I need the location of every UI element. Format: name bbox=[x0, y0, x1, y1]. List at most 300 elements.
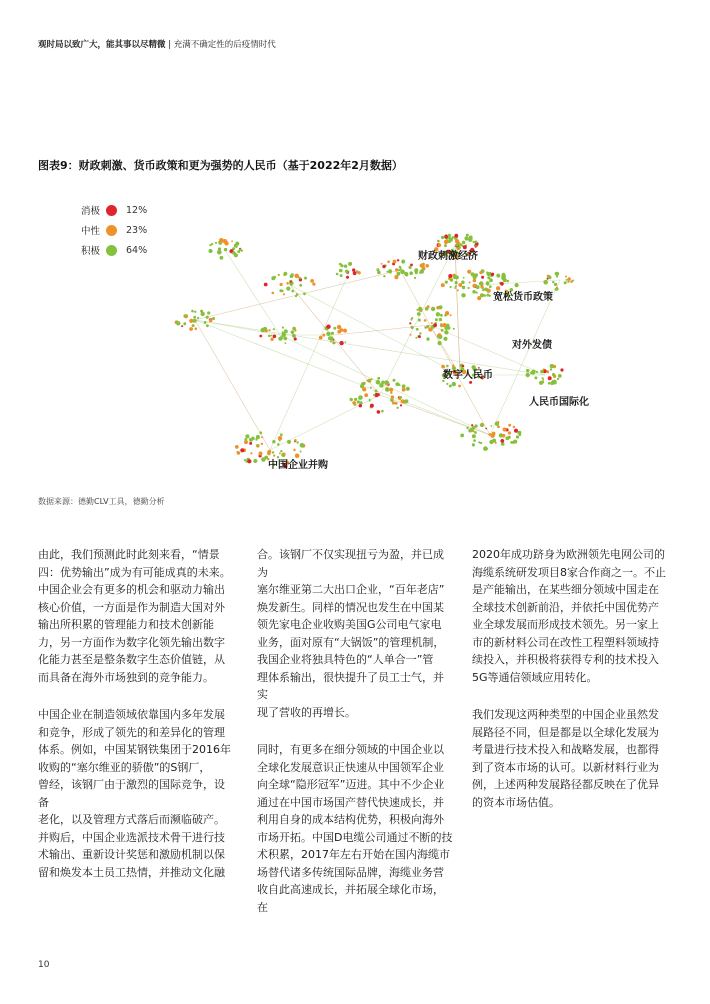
network-label-ma: 中国企业并购 bbox=[268, 460, 328, 471]
figure-source: 数据来源：德勤CLV工具，德勤分析 bbox=[38, 497, 165, 506]
network-node bbox=[183, 314, 186, 317]
network-node bbox=[461, 293, 465, 297]
paragraph: 2020年成功跻身为欧洲领先电网公司的 海缆系统研发项目8家合作商之一。不止 是产能输出，在某些细分领域中国走在 全球技术创新前沿，并依托中国优势产 业全球发展而形成技术领先。另一家上 市的新材料公司在改性工程塑料领域持 续投入，并积极将获得专利的技术投入 5G等通信领域应用转化。 bbox=[472, 548, 666, 684]
network-node bbox=[455, 239, 459, 243]
network-node bbox=[433, 323, 437, 327]
network-node bbox=[473, 279, 477, 283]
network-node bbox=[566, 279, 568, 281]
network-node bbox=[287, 440, 291, 444]
network-node bbox=[496, 286, 500, 290]
network-node bbox=[446, 383, 448, 385]
network-node bbox=[284, 272, 288, 276]
network-node bbox=[472, 443, 475, 446]
network-node bbox=[241, 250, 243, 252]
network-node bbox=[389, 388, 393, 392]
network-node bbox=[536, 371, 538, 373]
network-node bbox=[440, 314, 443, 317]
network-node bbox=[444, 326, 448, 330]
network-node bbox=[183, 322, 186, 325]
network-node bbox=[381, 410, 384, 413]
network-node bbox=[567, 281, 569, 283]
network-node bbox=[409, 266, 412, 269]
network-node bbox=[373, 394, 375, 396]
network-labels bbox=[268, 249, 589, 471]
network-node bbox=[296, 293, 299, 296]
paragraph: 中国企业在制造领域依靠国内多年发展 和竞争，形成了领先的和差异化的管理 体系。例如，中国某钢铁集团于2016年 收购的“塞尔维亚的骄傲”的S钢厂， 曾经，该钢厂由于激烈的国际竞争，设备 老化，以及管理方式落后而濒临破产。 并购后，中国企业选派技术骨干进行技 术输出、重新设计奖惩和激励机制以保 留和焕发本土员工热情，并推动文化融 bbox=[38, 708, 231, 879]
network-node bbox=[431, 322, 433, 324]
network-node bbox=[383, 275, 385, 277]
network-node bbox=[350, 398, 353, 401]
network-node bbox=[282, 331, 284, 333]
network-node bbox=[481, 276, 484, 279]
network-node bbox=[450, 314, 452, 316]
network-node bbox=[425, 264, 429, 268]
network-node bbox=[336, 273, 339, 276]
network-node bbox=[500, 439, 504, 443]
network-node bbox=[346, 270, 349, 273]
figure-title: 图表9：财政刺激、货币政策和更为强势的人民币（基于2022年2月数据） bbox=[38, 159, 403, 172]
network-node bbox=[458, 385, 461, 388]
network-node bbox=[181, 325, 183, 327]
network-node bbox=[300, 443, 305, 448]
network-node bbox=[265, 329, 268, 332]
network-node bbox=[409, 271, 413, 275]
network-node bbox=[497, 421, 499, 423]
network-node bbox=[382, 265, 385, 268]
network-node bbox=[393, 379, 396, 382]
network-node bbox=[281, 290, 284, 293]
network-node bbox=[568, 277, 571, 280]
network-node bbox=[502, 273, 506, 277]
legend-dot-icon bbox=[106, 225, 117, 236]
network-node bbox=[414, 277, 416, 279]
network-node bbox=[272, 292, 275, 295]
network-node bbox=[322, 334, 325, 337]
network-node bbox=[462, 286, 466, 290]
network-edge bbox=[195, 320, 270, 450]
network-node bbox=[487, 284, 489, 286]
running-header bbox=[38, 38, 276, 50]
network-node bbox=[271, 335, 273, 337]
network-node bbox=[548, 376, 552, 380]
network-node bbox=[548, 382, 551, 385]
network-node bbox=[516, 435, 519, 438]
network-node bbox=[441, 329, 444, 332]
network-node bbox=[251, 437, 255, 441]
network-node bbox=[395, 382, 399, 386]
network-node bbox=[217, 250, 222, 255]
network-node bbox=[438, 244, 441, 247]
network-node bbox=[340, 274, 343, 277]
network-node bbox=[471, 424, 473, 426]
network-node bbox=[261, 443, 263, 445]
network-node bbox=[526, 373, 530, 377]
legend-value: 64% bbox=[126, 244, 148, 256]
network-node bbox=[283, 337, 286, 340]
network-node bbox=[565, 276, 567, 278]
network-node bbox=[300, 451, 302, 453]
network-node bbox=[177, 321, 179, 323]
network-node bbox=[278, 274, 280, 276]
network-node bbox=[475, 241, 478, 244]
network-node bbox=[457, 289, 459, 291]
network-node bbox=[359, 404, 362, 407]
legend-value: 12% bbox=[126, 204, 148, 216]
network-node bbox=[482, 288, 485, 291]
network-node bbox=[555, 272, 558, 275]
network-node bbox=[231, 240, 233, 242]
network-node bbox=[206, 316, 209, 319]
network-node bbox=[443, 337, 447, 341]
network-node bbox=[236, 246, 238, 248]
network-label-fiscal-stimulus: 财政刺激经济 bbox=[418, 251, 478, 262]
network-node bbox=[440, 323, 442, 325]
network-node bbox=[514, 429, 518, 433]
network-node bbox=[391, 395, 394, 398]
network-node bbox=[479, 271, 482, 274]
network-node bbox=[377, 377, 380, 380]
legend-label: 消极 bbox=[80, 206, 100, 217]
network-node bbox=[478, 367, 480, 369]
network-node bbox=[476, 292, 478, 294]
network-node bbox=[194, 311, 196, 313]
network-node bbox=[463, 245, 467, 249]
network-node bbox=[452, 382, 456, 386]
network-node bbox=[468, 287, 470, 289]
network-node bbox=[557, 378, 559, 380]
network-node bbox=[329, 337, 333, 341]
network-node bbox=[249, 442, 252, 445]
network-node bbox=[453, 328, 455, 330]
network-node bbox=[282, 326, 284, 328]
network-node bbox=[444, 235, 448, 239]
network-node bbox=[209, 319, 212, 322]
network-node bbox=[439, 318, 442, 321]
network-node bbox=[240, 448, 244, 452]
network-node bbox=[355, 403, 357, 405]
network-node bbox=[438, 305, 442, 309]
network-node bbox=[554, 283, 557, 286]
network-node bbox=[508, 431, 511, 434]
network-node bbox=[189, 327, 193, 331]
network-node bbox=[292, 334, 296, 338]
legend-dot-icon bbox=[106, 245, 117, 256]
network-node bbox=[377, 271, 381, 275]
network-node bbox=[417, 312, 421, 316]
network-node bbox=[264, 283, 268, 287]
network-node bbox=[333, 327, 336, 330]
network-node bbox=[455, 281, 458, 284]
network-node bbox=[464, 236, 468, 240]
network-node bbox=[377, 393, 380, 396]
network-node bbox=[346, 276, 349, 279]
network-node bbox=[270, 338, 273, 341]
network-edge bbox=[335, 325, 430, 335]
network-node bbox=[572, 280, 574, 282]
network-node bbox=[244, 438, 247, 441]
network-node bbox=[368, 379, 371, 382]
network-node bbox=[279, 453, 281, 455]
network-node bbox=[543, 368, 545, 370]
network-node bbox=[463, 277, 465, 279]
network-node bbox=[462, 241, 466, 245]
network-node bbox=[247, 459, 251, 463]
network-node bbox=[414, 268, 418, 272]
network-node bbox=[503, 428, 507, 432]
network-node bbox=[294, 439, 297, 442]
network-node bbox=[469, 281, 471, 283]
network-node bbox=[515, 283, 519, 287]
network-node bbox=[191, 310, 194, 313]
network-node bbox=[280, 283, 283, 286]
network-node bbox=[438, 341, 442, 345]
network-node bbox=[220, 256, 224, 260]
network-node bbox=[284, 329, 288, 333]
network-node bbox=[492, 439, 496, 443]
network-node bbox=[189, 319, 193, 323]
network-label-foreign-bonds: 对外发债 bbox=[512, 340, 552, 351]
network-node bbox=[466, 427, 468, 429]
network-node bbox=[352, 268, 355, 271]
network-node bbox=[534, 376, 537, 379]
network-node bbox=[550, 381, 554, 385]
body-column-2 bbox=[257, 546, 453, 936]
network-node bbox=[437, 314, 439, 316]
network-node bbox=[267, 452, 270, 455]
network-node bbox=[441, 365, 445, 369]
network-node bbox=[390, 392, 392, 394]
network-node bbox=[460, 435, 462, 437]
network-node bbox=[441, 236, 444, 239]
network-node bbox=[295, 454, 300, 459]
network-node bbox=[261, 457, 266, 462]
network-label-loose-monetary-policy: 宽松货币政策 bbox=[493, 292, 553, 303]
network-node bbox=[462, 365, 465, 368]
network-node bbox=[319, 336, 323, 340]
network-node bbox=[424, 319, 427, 322]
network-node bbox=[400, 404, 402, 406]
network-node bbox=[344, 265, 347, 268]
network-node bbox=[550, 368, 552, 370]
network-node bbox=[444, 240, 448, 244]
network-node bbox=[362, 387, 366, 391]
network-node bbox=[410, 319, 412, 321]
network-node bbox=[418, 319, 421, 322]
network-node bbox=[473, 241, 475, 243]
network-node bbox=[486, 294, 489, 297]
network-node bbox=[480, 442, 482, 444]
network-node bbox=[332, 341, 335, 344]
network-node bbox=[326, 332, 330, 336]
network-node bbox=[259, 452, 263, 456]
network-node bbox=[235, 445, 239, 449]
network-node bbox=[444, 314, 447, 317]
network-node bbox=[393, 260, 397, 264]
network-node bbox=[554, 288, 556, 290]
network-node bbox=[283, 293, 285, 295]
network-node bbox=[379, 383, 384, 388]
network-node bbox=[303, 292, 306, 295]
network-node bbox=[418, 307, 422, 311]
network-label-digital-rmb: 数字人民币 bbox=[443, 370, 493, 381]
network-node bbox=[439, 336, 441, 338]
network-node bbox=[294, 329, 296, 331]
network-node bbox=[560, 368, 563, 371]
network-node bbox=[395, 268, 398, 271]
network-node bbox=[381, 263, 383, 265]
legend-item-negative bbox=[78, 200, 147, 220]
network-node bbox=[224, 241, 228, 245]
network-edge bbox=[270, 395, 380, 450]
network-node bbox=[257, 444, 260, 447]
network-node bbox=[286, 287, 290, 291]
network-node bbox=[390, 398, 394, 402]
network-node bbox=[530, 371, 533, 374]
network-node bbox=[461, 281, 465, 285]
network-node bbox=[273, 455, 275, 457]
network-node bbox=[394, 275, 398, 279]
network-edge bbox=[290, 285, 380, 395]
network-node bbox=[224, 248, 227, 251]
network-node bbox=[331, 332, 334, 335]
network-node bbox=[418, 335, 421, 338]
network-edge bbox=[455, 245, 460, 375]
network-node bbox=[392, 401, 395, 404]
network-node bbox=[469, 381, 472, 384]
network-node bbox=[339, 263, 342, 266]
network-node bbox=[358, 395, 363, 400]
network-node bbox=[486, 448, 488, 450]
legend-item-positive bbox=[78, 240, 147, 260]
network-node bbox=[406, 387, 410, 391]
network-node bbox=[364, 393, 368, 397]
network-node bbox=[444, 244, 447, 247]
network-node bbox=[543, 280, 548, 285]
legend-item-neutral bbox=[78, 220, 147, 240]
network-node bbox=[441, 283, 445, 287]
network-node bbox=[472, 434, 476, 438]
network-node bbox=[277, 456, 279, 458]
network-node bbox=[508, 424, 511, 427]
network-node bbox=[427, 305, 430, 308]
network-node bbox=[491, 273, 494, 276]
network-node bbox=[449, 385, 452, 388]
network-node bbox=[542, 377, 544, 379]
network-node bbox=[272, 440, 275, 443]
network-node bbox=[285, 342, 287, 344]
network-node bbox=[489, 278, 493, 282]
network-node bbox=[410, 334, 412, 336]
network-node bbox=[387, 260, 390, 263]
network-node bbox=[468, 429, 472, 433]
network-node bbox=[479, 281, 484, 286]
network-node bbox=[497, 425, 500, 428]
network-node bbox=[399, 396, 402, 399]
network-node bbox=[208, 249, 212, 253]
network-edge bbox=[400, 270, 490, 435]
network-node bbox=[283, 453, 286, 456]
network-node bbox=[472, 290, 476, 294]
network-node bbox=[261, 328, 266, 333]
paragraph: 由此，我们预测此时此刻来看，“情景 四：优势输出”成为有可能成真的未来。 中国企业会有更多的机会和驱动力输出 核心价值，一方面是作为制造大国对外 输出所积累的管理能力和技术创新能 力，另一方面作为数字化领先输出数字 化能力甚至是整条数字生态价值链，从 而具备在海外市场独到的竞争能力。 bbox=[38, 548, 231, 684]
network-edge bbox=[490, 280, 560, 435]
network-node bbox=[377, 410, 381, 414]
network-node bbox=[330, 341, 332, 343]
network-node bbox=[454, 234, 458, 238]
network-node bbox=[457, 248, 459, 250]
network-node bbox=[206, 324, 209, 327]
network-node bbox=[370, 387, 372, 389]
legend-value: 23% bbox=[126, 224, 148, 236]
network-node bbox=[291, 273, 294, 276]
network-node bbox=[428, 327, 432, 331]
network-node bbox=[290, 281, 292, 283]
network-node bbox=[310, 279, 314, 283]
legend-dot-icon bbox=[106, 205, 117, 216]
network-node bbox=[237, 451, 241, 455]
network-node bbox=[348, 262, 352, 266]
network-node bbox=[455, 285, 457, 287]
network-node bbox=[339, 341, 343, 345]
network-node bbox=[250, 452, 252, 454]
network-node bbox=[480, 293, 484, 297]
network-node bbox=[291, 330, 295, 334]
network-node bbox=[420, 269, 424, 273]
network-node bbox=[375, 390, 378, 393]
network-node bbox=[453, 275, 457, 279]
network-node bbox=[272, 451, 274, 453]
network-node bbox=[245, 434, 249, 438]
network-node bbox=[426, 327, 428, 329]
network-edge bbox=[290, 285, 460, 375]
network-node bbox=[419, 332, 421, 334]
network-node bbox=[201, 312, 205, 316]
network-node bbox=[450, 279, 452, 281]
network-node bbox=[455, 244, 458, 247]
network-node bbox=[435, 318, 438, 321]
network-node bbox=[513, 426, 515, 428]
sentiment-legend bbox=[78, 200, 147, 260]
network-node bbox=[280, 450, 282, 452]
network-node bbox=[487, 276, 490, 279]
network-node bbox=[564, 281, 567, 284]
network-node bbox=[472, 426, 476, 430]
network-node bbox=[195, 327, 198, 330]
network-node bbox=[215, 242, 217, 244]
network-node bbox=[326, 325, 330, 329]
network-node bbox=[539, 381, 543, 385]
network-node bbox=[448, 274, 452, 278]
network-node bbox=[388, 269, 392, 273]
network-node bbox=[237, 250, 240, 253]
running-header-rest: | 充满不确定性的后疫情时代 bbox=[168, 40, 276, 50]
network-node bbox=[211, 243, 213, 245]
network-node bbox=[337, 325, 341, 329]
network-node bbox=[445, 281, 448, 284]
paragraph: 我们发现这两种类型的中国企业虽然发 展路径不同，但是都是以全球化发展为 考量进行技术投入和战略发展，也都得 到了资本市场的认可。以新材料行业为 例，上述两种发展路径都反映在了优异 的资本市场估值。 bbox=[472, 708, 659, 809]
network-node bbox=[415, 337, 417, 339]
network-node bbox=[411, 326, 414, 329]
network-node bbox=[472, 430, 474, 432]
network-node bbox=[405, 273, 408, 276]
network-node bbox=[207, 311, 210, 314]
network-node bbox=[385, 380, 389, 384]
network-node bbox=[401, 399, 405, 403]
network-node bbox=[450, 286, 452, 288]
network-node bbox=[466, 234, 469, 237]
network-node bbox=[556, 287, 558, 289]
network-node bbox=[401, 260, 405, 264]
